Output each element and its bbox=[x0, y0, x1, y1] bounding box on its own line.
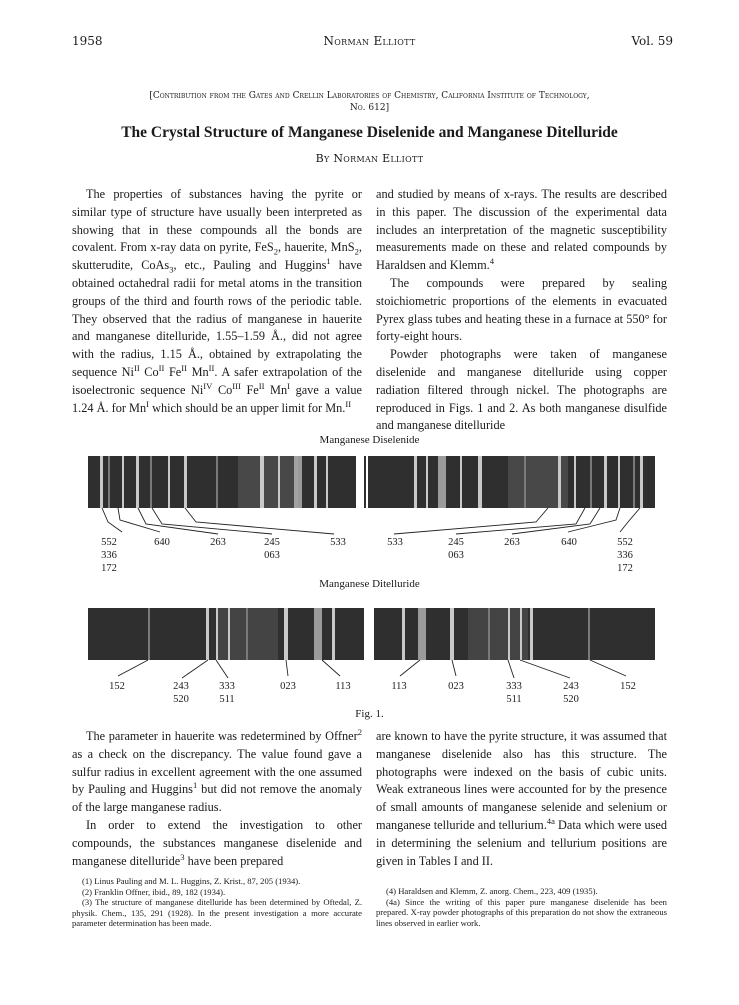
index-label-552-left: 552 336 172 bbox=[101, 537, 117, 574]
leader-640-right bbox=[568, 508, 620, 532]
leader-263-right bbox=[512, 508, 600, 534]
contribution-line-1: [Contribution from the Gates and Crellin Laboratories of Chemistry, California Institute of Technology, bbox=[149, 91, 590, 101]
index-label-533-right: 533 bbox=[387, 537, 403, 548]
index-label-245-right: 245 063 bbox=[448, 537, 464, 561]
paragraph-powder: Powder photographs were taken of manganese diselenide and manganese ditelluride using copper radiation filtered through nickel. The photographs are reproduced in Figs. 1 and 2. As both manganese disulfide and manganese ditelluride bbox=[376, 347, 667, 433]
running-head-author: Norman Elliott bbox=[323, 34, 416, 48]
index-label-263-left: 263 bbox=[210, 537, 226, 548]
index-label-640-left: 640 bbox=[154, 537, 170, 548]
footnote-2: (2) Franklin Offner, ibid., 89, 182 (1934). bbox=[82, 886, 226, 897]
footnotes-left bbox=[72, 876, 362, 929]
index-label-245-left: 245 063 bbox=[264, 537, 280, 561]
body-column-right-top bbox=[376, 186, 667, 435]
paragraph-pyrite-structure: are known to have the pyrite structure, it was assumed that manganese diselenide also has this structure. The photographs were indexed on the basis of cubic units. Weak extraneous lines were accounted for by the presence of small amounts of manganese selenide and selenium or manganese telluride and tellurium.$^{4a}$ Data which were used in determining the selenium and tellurium positions are given in Tables I and II. bbox=[376, 729, 668, 868]
paragraph-hauerite: The parameter in hauerite was redetermined by Offner$^2$ as a check on the discrepancy. The value found gave a sulfur radius in excellent agreement with the one assumed by Pauling and Huggins$^1$ but did not remove the anomaly of the large manganese radius. bbox=[72, 726, 362, 815]
leader-333-right bbox=[508, 660, 514, 678]
paragraph-intro: The properties of substances having the pyrite or similar type of structure have usually been interpreted as showing that in these compounds all the bonds are covalent. From x-ray data on pyrite, FeS$_2$, hauerite, MnS$_2$, skutterudite, CoAs$_3$, etc., Pauling and Huggins$^1$ have obtained octahedral radii for metal atoms in the transition groups of the third and fourth rows of the periodic table. They observed that the radius of manganese in hauerite and manganese ditelluride, 1.55–1.59 Å., did not agree with the radius, 1.15 Å., obtained by extrapolating the sequence $Ni^{II}$ $Co^{II}$ $Fe^{II}$ $Mn^{II}$. A safer extrapolation of the isoelectronic sequence $Ni^{IV}$ $Co^{III}$ $Fe^{II}$ $Mn^I$ gave a value 1.24 Å. for $Mn^I$ which should be an upper limit for Mn.$^{II}$ bbox=[72, 187, 362, 415]
body-column-right-bottom bbox=[376, 728, 667, 870]
body-column-left-bottom bbox=[72, 728, 362, 870]
leader-552-right bbox=[620, 508, 640, 532]
leader-640-left bbox=[118, 508, 160, 532]
footnote-4a: (4a) Since the writing of this paper pure manganese diselenide has been prepared. X-ray powder photographs of this preparation do not show the extraneous lines observed in earlier work. bbox=[376, 896, 667, 928]
index-label-243-left: 243 520 bbox=[173, 681, 189, 705]
index-label-152-right: 152 bbox=[620, 681, 636, 692]
xray-film-ditelluride bbox=[88, 608, 655, 660]
leader-245-left bbox=[152, 508, 272, 534]
index-label-023-left: 023 bbox=[280, 681, 296, 692]
leader-243-right bbox=[520, 660, 570, 678]
paragraph-xray-continuation: and studied by means of x-rays. The results are described in this paper. The discussion of the experimental data includes an interpretation of the magnetic susceptibility measurements made on these and related compounds by Haraldsen and Klemm.$^4$ bbox=[376, 187, 667, 273]
leader-152-right bbox=[590, 660, 626, 676]
leader-533-right bbox=[394, 508, 548, 534]
xray-film-diselenide bbox=[88, 456, 655, 508]
footnote-1: (1) Linus Pauling and M. L. Huggins, Z. Krist., 87, 205 (1934). bbox=[82, 876, 301, 886]
index-label-333-right: 333 511 bbox=[506, 681, 522, 705]
leader-113-right bbox=[400, 660, 420, 676]
footnote-4: (4) Haraldsen and Klemm, Z. anorg. Chem., 223, 409 (1935). bbox=[386, 886, 598, 896]
index-label-243-right: 243 520 bbox=[563, 681, 579, 705]
article-title: The Crystal Structure of Manganese Diselenide and Manganese Ditelluride bbox=[121, 124, 618, 141]
leader-023-left bbox=[286, 660, 288, 676]
index-label-152-left: 152 bbox=[109, 681, 125, 692]
index-label-533-left: 533 bbox=[330, 537, 346, 548]
index-label-333-left: 333 511 bbox=[219, 681, 235, 705]
leader-113-left bbox=[322, 660, 340, 676]
index-label-263-right: 263 bbox=[504, 537, 520, 548]
contribution-line-2: No. 612] bbox=[349, 103, 390, 113]
footnote-3: (3) The structure of manganese ditelluride has been determined by Oftedal, Z. physik. Chem., 135, 291 (1928). In the present investigation a more accurate parameter determination has been made. bbox=[72, 897, 362, 929]
byline: By Norman Elliott bbox=[315, 152, 424, 165]
index-label-023-right: 023 bbox=[448, 681, 464, 692]
footnotes-right bbox=[376, 886, 667, 928]
index-label-640-right: 640 bbox=[561, 537, 577, 548]
paragraph-preparation: The compounds were prepared by sealing stoichiometric proportions of the elements in evacuated Pyrex glass tubes and heating these in a furnace at 550° for forty-eight hours. bbox=[376, 275, 667, 344]
leader-245-right bbox=[456, 508, 585, 534]
index-label-113-right: 113 bbox=[391, 681, 407, 692]
figure-caption: Fig. 1. bbox=[355, 708, 384, 720]
volume-number: Vol. 59 bbox=[631, 34, 673, 48]
leader-243-left bbox=[182, 660, 208, 678]
leader-533-left bbox=[185, 508, 334, 534]
leader-333-left bbox=[216, 660, 228, 678]
paragraph-extend: In order to extend the investigation to other compounds, the substances manganese diselenide and manganese ditelluride$^3$ have been prepared bbox=[72, 817, 362, 868]
index-label-113-left: 113 bbox=[335, 681, 351, 692]
leader-152-left bbox=[118, 660, 148, 676]
body-column-left-top bbox=[72, 186, 362, 417]
leader-023-right bbox=[452, 660, 456, 676]
page-number: 1958 bbox=[72, 34, 103, 48]
leader-263-left bbox=[138, 508, 218, 534]
leader-552-left bbox=[102, 508, 122, 532]
figure-label-diselenide: Manganese Diselenide bbox=[319, 434, 420, 446]
contribution-note bbox=[62, 90, 677, 114]
index-label-552-right: 552 336 172 bbox=[617, 537, 633, 574]
figure-label-ditelluride: Manganese Ditelluride bbox=[319, 578, 420, 590]
